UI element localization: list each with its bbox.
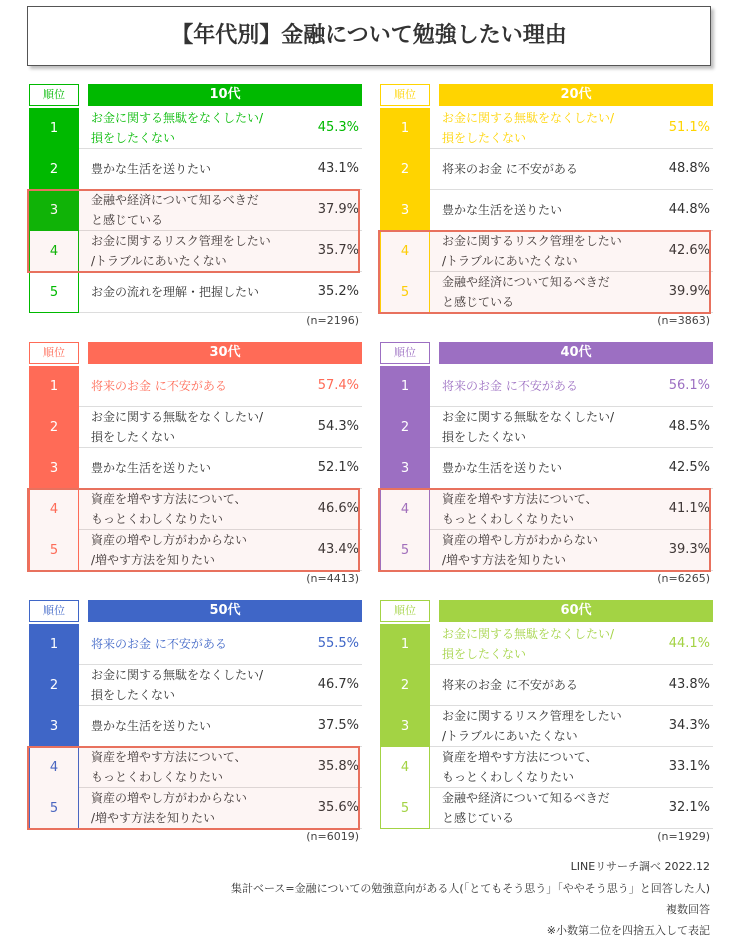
rank-cell: 1: [380, 108, 430, 149]
rank-column-header: 順位: [29, 342, 79, 364]
percent-value: 44.1%: [668, 636, 710, 651]
percent-value: 42.6%: [668, 243, 710, 258]
row-body: [79, 747, 362, 788]
table-row: [29, 665, 362, 706]
rank-cell: 5: [380, 530, 430, 571]
percent-value: 35.8%: [317, 759, 359, 774]
row-body: [430, 272, 713, 313]
percent-value: 43.1%: [317, 161, 359, 176]
rank-cell: 5: [29, 272, 79, 313]
rank-cell: 5: [29, 530, 79, 571]
row-body: [79, 149, 362, 190]
percent-value: 33.1%: [668, 759, 710, 774]
rank-cell: 3: [380, 706, 430, 747]
rank-cell: 1: [380, 366, 430, 407]
row-body: [430, 489, 713, 530]
percent-value: 41.1%: [668, 501, 710, 516]
reason-text: 資産を増やす方法について、 もっとくわしくなりたい: [442, 492, 598, 526]
rank-cell: 3: [29, 706, 79, 747]
row-body: [430, 149, 713, 190]
table-row: [380, 530, 713, 571]
row-body: [430, 366, 713, 407]
panel-header: [29, 600, 362, 624]
table-row: [380, 747, 713, 788]
age-group-label: 30代: [88, 342, 362, 364]
row-body: [79, 231, 362, 272]
rank-column-header: 順位: [380, 600, 430, 622]
age-group-label: 10代: [88, 84, 362, 106]
table-row: [380, 272, 713, 313]
rank-cell: 5: [380, 788, 430, 829]
age-group-label: 50代: [88, 600, 362, 622]
sample-size: (n=1929): [657, 830, 710, 843]
table-row: [380, 231, 713, 272]
rank-cell: 4: [380, 489, 430, 530]
rank-cell: 2: [380, 407, 430, 448]
rank-cell: 2: [29, 665, 79, 706]
table-row: [29, 788, 362, 829]
rank-column-header: 順位: [29, 600, 79, 622]
ranking-panel-2: [380, 84, 713, 329]
table-row: [29, 108, 362, 149]
reason-text: お金に関するリスク管理をしたい /トラブルにあいたくない: [442, 234, 622, 268]
panel-header: [380, 342, 713, 366]
table-row: [29, 448, 362, 489]
reason-text: 豊かな生活を送りたい: [442, 461, 563, 475]
rank-cell: 1: [380, 624, 430, 665]
reason-text: お金に関する無駄をなくしたい/ 損をしたくない: [91, 668, 264, 702]
ranking-panel-3: [29, 342, 362, 587]
reason-text: 金融や経済について知るべきだ と感じている: [442, 791, 610, 825]
sample-size: (n=6265): [657, 572, 710, 585]
percent-value: 43.4%: [317, 542, 359, 557]
reason-text: 資産を増やす方法について、 もっとくわしくなりたい: [91, 492, 247, 526]
reason-text: 将来のお金 に不安がある: [442, 379, 578, 393]
table-row: [380, 489, 713, 530]
percent-value: 46.7%: [317, 677, 359, 692]
reason-text: 資産の増やし方がわからない /増やす方法を知りたい: [91, 533, 248, 567]
reason-text: 金融や経済について知るべきだ と感じている: [442, 275, 610, 309]
row-body: [79, 624, 362, 665]
row-body: [79, 788, 362, 829]
rank-cell: 1: [29, 366, 79, 407]
table-row: [29, 366, 362, 407]
table-row: [29, 530, 362, 571]
percent-value: 55.5%: [317, 636, 359, 651]
percent-value: 56.1%: [668, 378, 710, 393]
row-body: [430, 706, 713, 747]
row-body: [430, 624, 713, 665]
reason-text: 将来のお金 に不安がある: [91, 637, 227, 651]
reason-text: 資産を増やす方法について、 もっとくわしくなりたい: [91, 750, 247, 784]
table-row: [380, 190, 713, 231]
percent-value: 48.5%: [668, 419, 710, 434]
percent-value: 35.6%: [317, 800, 359, 815]
row-body: [79, 706, 362, 747]
percent-value: 34.3%: [668, 718, 710, 733]
reason-text: 将来のお金 に不安がある: [442, 678, 578, 692]
rank-cell: 4: [29, 231, 79, 272]
panel-header: [380, 600, 713, 624]
age-group-label: 20代: [439, 84, 713, 106]
percent-value: 51.1%: [668, 120, 710, 135]
rank-cell: 3: [380, 190, 430, 231]
row-body: [79, 407, 362, 448]
sample-size: (n=2196): [306, 314, 359, 327]
rank-cell: 5: [29, 788, 79, 829]
table-row: [29, 706, 362, 747]
reason-text: お金の流れを理解・把握したい: [91, 285, 260, 299]
sample-size: (n=4413): [306, 572, 359, 585]
table-row: [29, 489, 362, 530]
row-body: [430, 108, 713, 149]
table-row: [29, 624, 362, 665]
reason-text: お金に関する無駄をなくしたい/ 損をしたくない: [91, 410, 264, 444]
table-row: [29, 407, 362, 448]
rounding-note: ※小数第二位を四捨五入して表記: [546, 924, 710, 937]
ranking-panel-6: [380, 600, 713, 845]
table-row: [29, 272, 362, 313]
rank-cell: 4: [380, 747, 430, 788]
rank-cell: 2: [380, 149, 430, 190]
panel-header: [380, 84, 713, 108]
reason-text: 金融や経済について知るべきだ と感じている: [91, 193, 259, 227]
ranking-panel-4: [380, 342, 713, 587]
percent-value: 32.1%: [668, 800, 710, 815]
rank-cell: 2: [29, 149, 79, 190]
percent-value: 35.7%: [317, 243, 359, 258]
panel-header: [29, 84, 362, 108]
percent-value: 52.1%: [317, 460, 359, 475]
row-body: [430, 788, 713, 829]
reason-text: お金に関する無駄をなくしたい/ 損をしたくない: [442, 410, 615, 444]
table-row: [380, 665, 713, 706]
sample-size: (n=6019): [306, 830, 359, 843]
row-body: [79, 366, 362, 407]
rank-column-header: 順位: [380, 84, 430, 106]
ranking-panel-1: [29, 84, 362, 329]
percent-value: 43.8%: [668, 677, 710, 692]
row-body: [79, 190, 362, 231]
table-row: [380, 788, 713, 829]
row-body: [430, 190, 713, 231]
rank-cell: 4: [29, 747, 79, 788]
row-body: [430, 665, 713, 706]
row-body: [79, 530, 362, 571]
reason-text: お金に関するリスク管理をしたい /トラブルにあいたくない: [442, 709, 622, 743]
percent-value: 54.3%: [317, 419, 359, 434]
table-row: [380, 149, 713, 190]
percent-value: 39.9%: [668, 284, 710, 299]
percent-value: 45.3%: [317, 120, 359, 135]
page-title: 【年代別】金融について勉強したい理由: [27, 6, 711, 66]
rank-column-header: 順位: [380, 342, 430, 364]
reason-text: 将来のお金 に不安がある: [442, 162, 578, 176]
rank-cell: 3: [29, 190, 79, 231]
panel-header: [29, 342, 362, 366]
rank-cell: 2: [29, 407, 79, 448]
reason-text: 将来のお金 に不安がある: [91, 379, 227, 393]
reason-text: お金に関する無駄をなくしたい/ 損をしたくない: [91, 111, 264, 145]
percent-value: 42.5%: [668, 460, 710, 475]
row-body: [430, 407, 713, 448]
reason-text: 資産の増やし方がわからない /増やす方法を知りたい: [442, 533, 599, 567]
table-row: [380, 108, 713, 149]
rank-column-header: 順位: [29, 84, 79, 106]
table-row: [380, 448, 713, 489]
source-note: LINEリサーチ調べ 2022.12: [570, 860, 710, 873]
reason-text: 資産の増やし方がわからない /増やす方法を知りたい: [91, 791, 248, 825]
reason-text: お金に関するリスク管理をしたい /トラブルにあいたくない: [91, 234, 271, 268]
rank-cell: 5: [380, 272, 430, 313]
percent-value: 48.8%: [668, 161, 710, 176]
percent-value: 44.8%: [668, 202, 710, 217]
sample-size: (n=3863): [657, 314, 710, 327]
rank-cell: 2: [380, 665, 430, 706]
percent-value: 57.4%: [317, 378, 359, 393]
percent-value: 39.3%: [668, 542, 710, 557]
reason-text: 豊かな生活を送りたい: [91, 162, 212, 176]
multiple-answer-note: 複数回答: [666, 903, 710, 916]
rank-cell: 1: [29, 108, 79, 149]
rank-cell: 4: [29, 489, 79, 530]
row-body: [430, 231, 713, 272]
reason-text: お金に関する無駄をなくしたい/ 損をしたくない: [442, 627, 615, 661]
percent-value: 37.5%: [317, 718, 359, 733]
row-body: [79, 665, 362, 706]
rank-cell: 3: [380, 448, 430, 489]
table-row: [380, 407, 713, 448]
table-row: [380, 366, 713, 407]
table-row: [380, 706, 713, 747]
reason-text: 豊かな生活を送りたい: [91, 461, 212, 475]
table-row: [29, 149, 362, 190]
row-body: [430, 448, 713, 489]
table-row: [29, 747, 362, 788]
reason-text: 豊かな生活を送りたい: [91, 719, 212, 733]
row-body: [430, 530, 713, 571]
reason-text: お金に関する無駄をなくしたい/ 損をしたくない: [442, 111, 615, 145]
rank-cell: 1: [29, 624, 79, 665]
base-note: 集計ベース=金融についての勉強意向がある人(「とてもそう思う」「ややそう思う」と回答した人): [230, 882, 710, 895]
percent-value: 35.2%: [317, 284, 359, 299]
reason-text: 資産を増やす方法について、 もっとくわしくなりたい: [442, 750, 598, 784]
ranking-panel-5: [29, 600, 362, 845]
rank-cell: 3: [29, 448, 79, 489]
row-body: [79, 448, 362, 489]
reason-text: 豊かな生活を送りたい: [442, 203, 563, 217]
age-group-label: 60代: [439, 600, 713, 622]
table-row: [29, 190, 362, 231]
row-body: [79, 272, 362, 313]
row-body: [430, 747, 713, 788]
table-row: [29, 231, 362, 272]
table-row: [380, 624, 713, 665]
row-body: [79, 108, 362, 149]
row-body: [79, 489, 362, 530]
age-group-label: 40代: [439, 342, 713, 364]
rank-cell: 4: [380, 231, 430, 272]
percent-value: 37.9%: [317, 202, 359, 217]
percent-value: 46.6%: [317, 501, 359, 516]
